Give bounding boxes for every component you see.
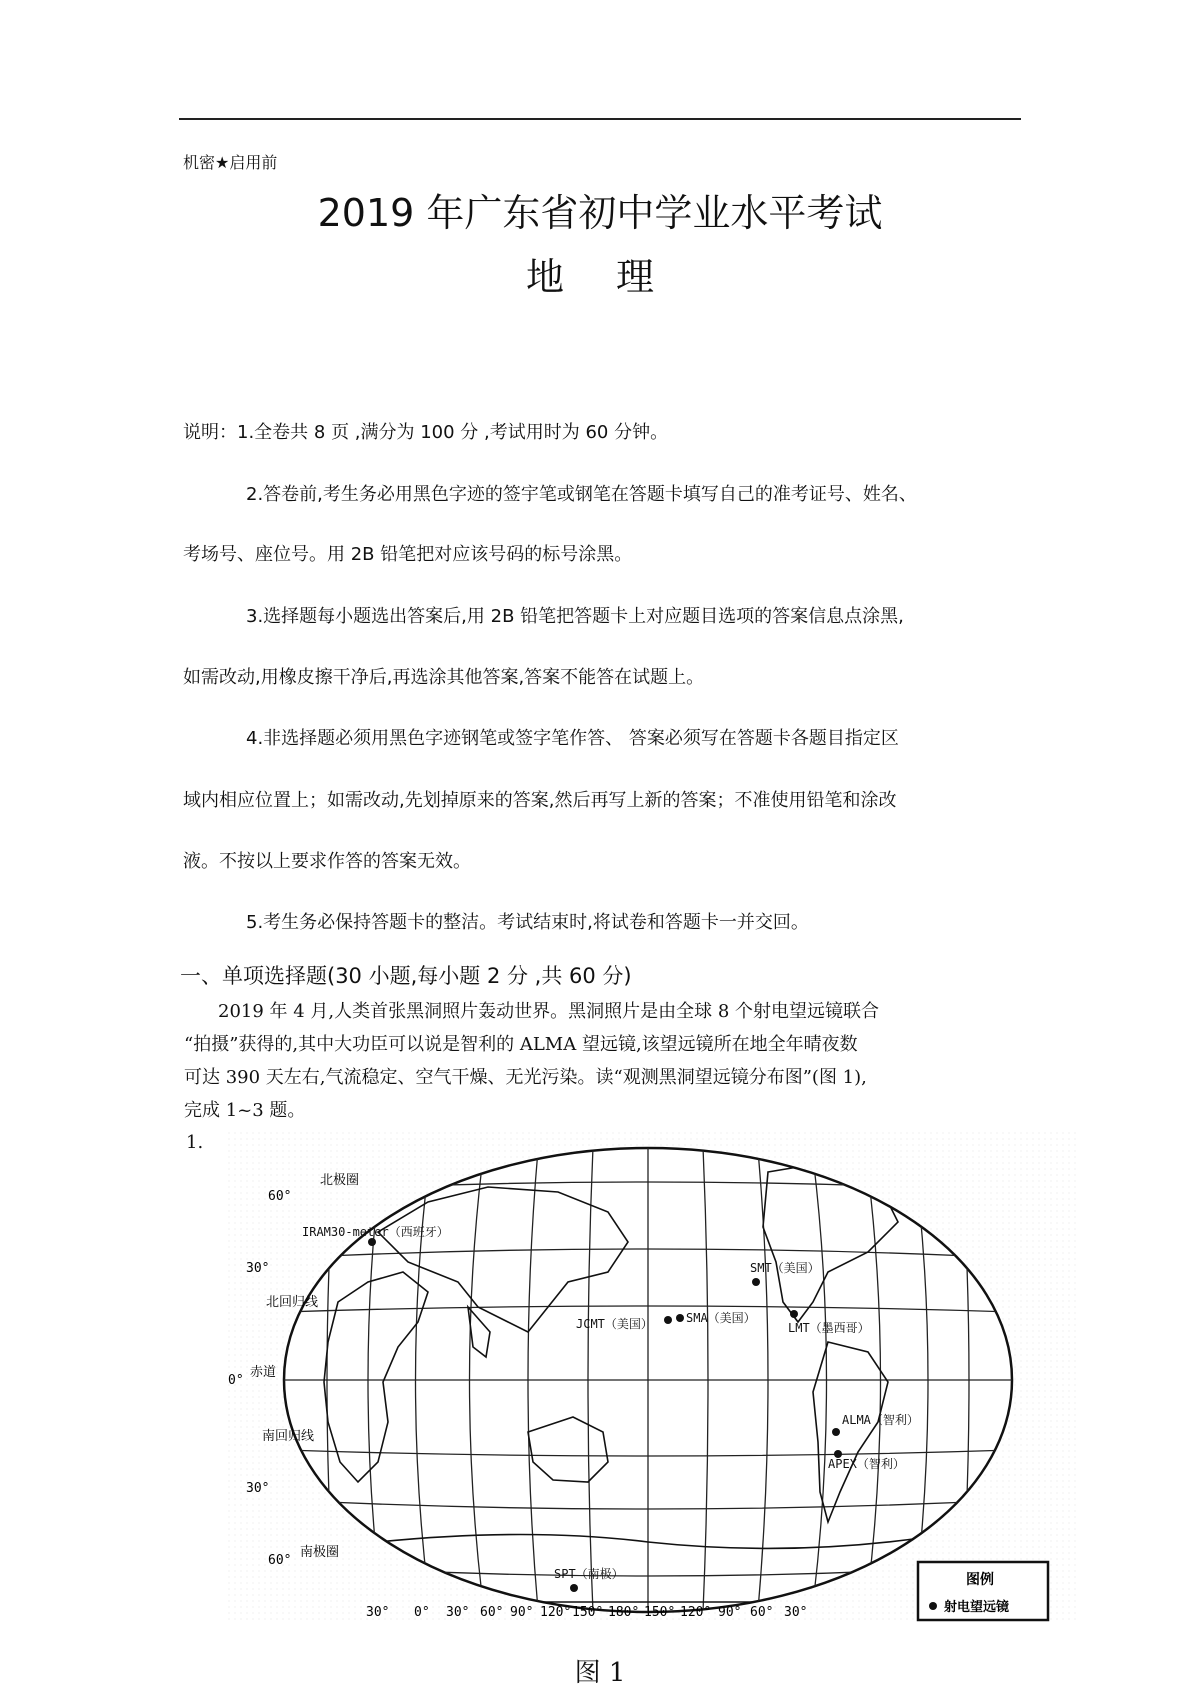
tropic-capricorn-label: 南回归线 [262, 1429, 315, 1444]
arctic-circle-label: 北极圈 [320, 1173, 360, 1188]
section-heading: 一、单项选择题(30 小题,每小题 2 分 ,共 60 分) [180, 964, 632, 988]
instruction-line: 考场号、座位号。用 2B 铅笔把对应该号码的标号涂黑。 [183, 544, 633, 565]
figure-caption: 图 1 [574, 1658, 626, 1688]
telescope-label: JCMT（美国） [576, 1317, 653, 1331]
telescope-dot [676, 1314, 684, 1322]
lat-label: 0° [228, 1373, 244, 1388]
instruction-line: 如需改动,用橡皮擦干净后,再选涂其他答案,答案不能答在试题上。 [183, 667, 705, 688]
lat-label: 60° [268, 1553, 292, 1568]
antarctic-circle-label: 南极圈 [300, 1545, 340, 1560]
instruction-line: 2.答卷前,考生务必用黑色字迹的签宇笔或钢笔在答题卡填写自己的准考证号、姓名、 [246, 484, 917, 505]
telescope-dot [832, 1428, 840, 1436]
legend-title: 图例 [966, 1572, 994, 1588]
lon-label: 90° [718, 1605, 742, 1620]
telescope-label: ALMA（智利） [842, 1413, 919, 1427]
lat-label: 30° [246, 1261, 270, 1276]
legend-label: 射电望远镜 [944, 1600, 1010, 1615]
instruction-line: 3.选择题每小题选出答案后,用 2B 铅笔把答题卡上对应题目选项的答案信息点涂黑, [246, 606, 904, 627]
telescope-label: IRAM30-meter（西班牙） [302, 1225, 449, 1239]
telescope-label: APEX（智利） [828, 1457, 905, 1471]
exam-title: 2019 年广东省初中学业水平考试 [317, 191, 883, 235]
passage-line: 完成 1~3 题。 [184, 1100, 306, 1121]
instruction-line: 4.非选择题必须用黑色字迹钢笔或签字笔作答、 答案必须写在答题卡各题目指定区 [246, 728, 899, 749]
lon-label: 30° [446, 1605, 470, 1620]
lon-label: 120° [540, 1605, 572, 1620]
world-map-figure [228, 1132, 1076, 1622]
tropic-cancer-label: 北回归线 [266, 1295, 319, 1310]
telescope-label: LMT（墨西哥） [788, 1321, 870, 1335]
lat-label: 30° [246, 1481, 270, 1496]
lon-label: 180° [608, 1605, 640, 1620]
equator-label: 赤道 [250, 1365, 277, 1380]
telescope-dot [790, 1310, 798, 1318]
lon-label: 60° [750, 1605, 774, 1620]
passage-line: 2019 年 4 月,人类首张黑洞照片轰动世界。黑洞照片是由全球 8 个射电望远镜联合 [218, 1001, 880, 1022]
lon-label: 30° [784, 1605, 808, 1620]
lon-label: 120° [680, 1605, 712, 1620]
telescope-dot [752, 1278, 760, 1286]
header-rule [179, 118, 1021, 120]
lon-label: 60° [480, 1605, 504, 1620]
instruction-line: 液。不按以上要求作答的答案无效。 [183, 851, 471, 872]
lon-label: 90° [510, 1605, 534, 1620]
subject-title: 地 理 [525, 255, 675, 299]
telescope-map [228, 1132, 1076, 1622]
telescope-dot [664, 1316, 672, 1324]
question-number: 1. [186, 1132, 204, 1153]
confidential-mark: 机密★启用前 [183, 153, 278, 172]
instruction-line: 5.考生务必保持答题卡的整洁。考试结束时,将试卷和答题卡一并交回。 [246, 912, 809, 933]
instruction-line: 说明：1.全卷共 8 页 ,满分为 100 分 ,考试用时为 60 分钟。 [183, 422, 669, 443]
lon-label: 30° [366, 1605, 390, 1620]
lon-label: 0° [414, 1605, 430, 1620]
telescope-dot [570, 1584, 578, 1592]
lon-label: 150° [644, 1605, 676, 1620]
telescope-dot [368, 1238, 376, 1246]
lon-label: 150° [572, 1605, 604, 1620]
instruction-line: 域内相应位置上；如需改动,先划掉原来的答案,然后再写上新的答案；不准使用铅笔和涂改 [183, 790, 897, 811]
legend-dot [929, 1602, 937, 1610]
telescope-label: SMA（美国） [686, 1311, 756, 1325]
lat-label: 60° [268, 1189, 292, 1204]
passage-line: 可达 390 天左右,气流稳定、空气干燥、无光污染。读“观测黑洞望远镜分布图”(图 1), [184, 1067, 867, 1088]
telescope-label: SPT（南极） [554, 1567, 624, 1581]
map-legend [918, 1562, 1048, 1620]
telescope-label: SMT（美国） [750, 1261, 820, 1275]
passage-line: “拍摄”获得的,其中大功臣可以说是智利的 ALMA 望远镜,该望远镜所在地全年晴夜数 [184, 1034, 858, 1055]
